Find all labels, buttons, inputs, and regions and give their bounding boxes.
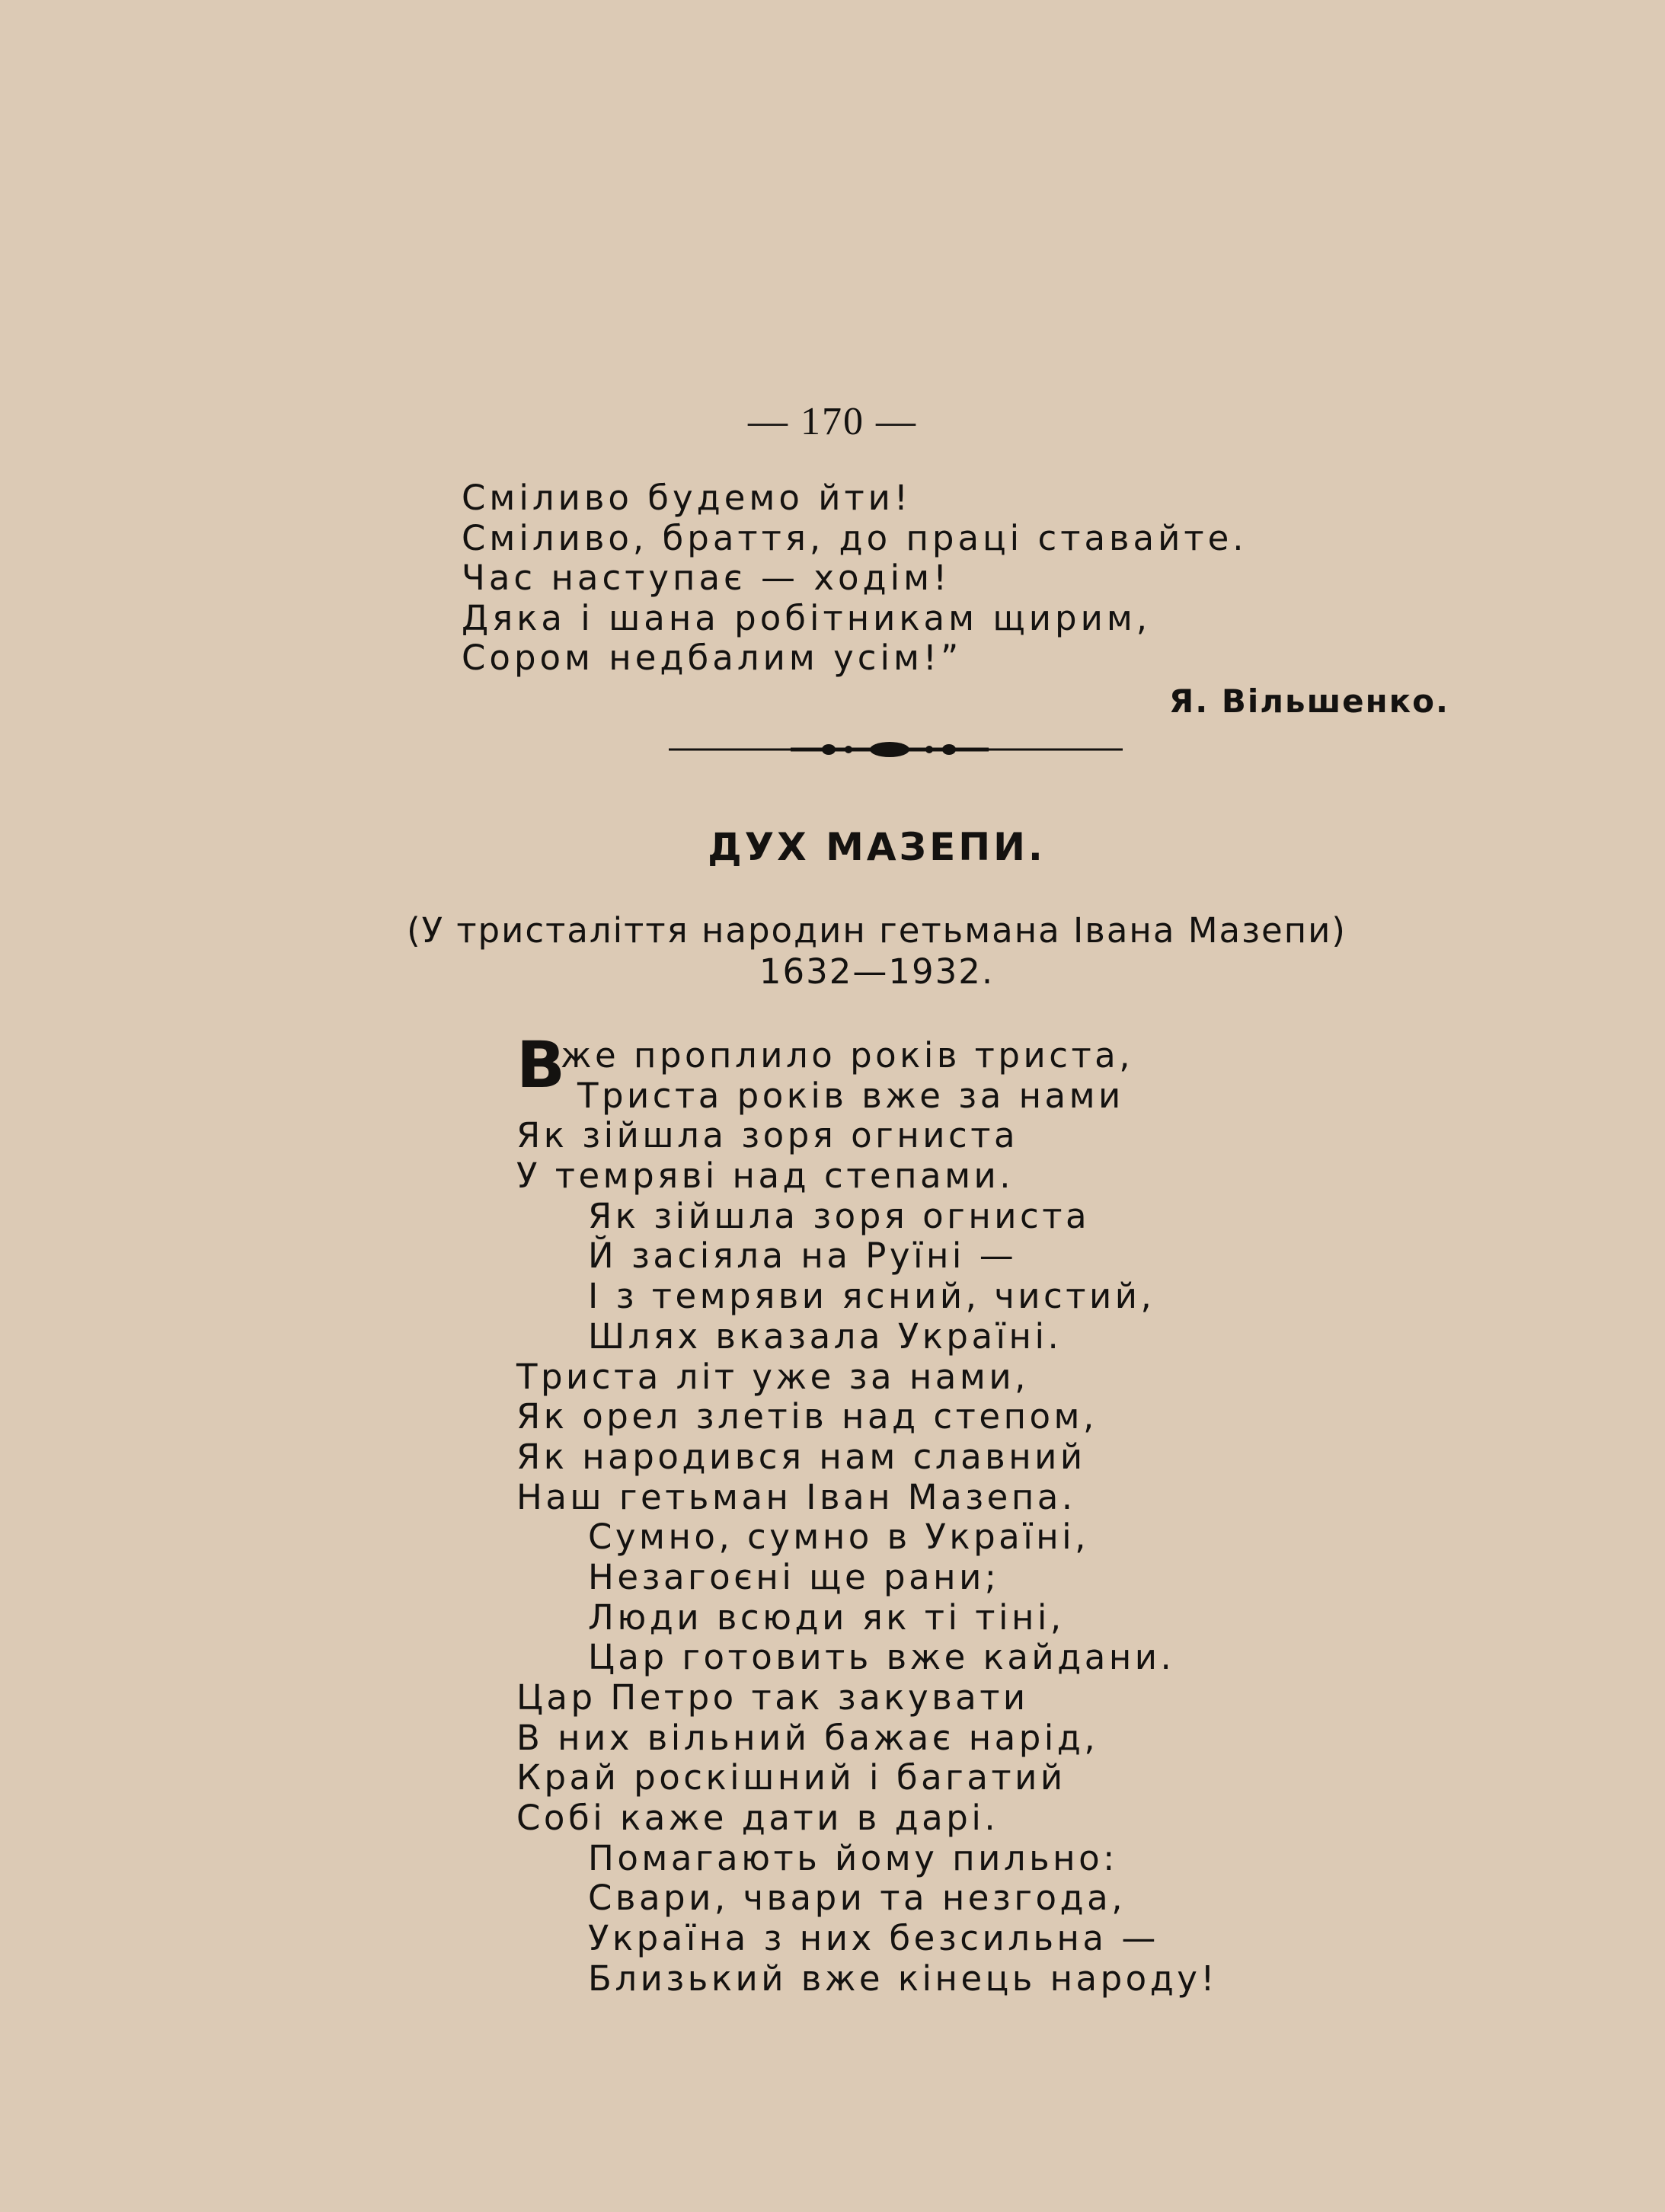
subtitle-dedication: (У тристаліття народин гетьмана Івана Мазепи) [407,910,1347,951]
stanza-line: Дяка і шана робітникам щирим, [462,597,1152,638]
poem-line: Цар готовить вже кайдани. [588,1637,1175,1678]
section-divider-ornament [669,737,1123,762]
stanza-line: Сміливо, браття, до праці ставайте. [462,517,1248,558]
poem-line [516,1036,1218,1076]
poem-line: І з темряви ясний, чистий, [588,1276,1155,1317]
poem-line: Наш гетьман Іван Мазепа. [516,1476,1076,1517]
poem-line: Як народився нам славний [516,1436,1086,1477]
poem-subtitle [0,910,1665,993]
poem-line: Як зійшла зоря огниста [516,1115,1019,1156]
poem-line: Незагоєні ще рани; [588,1556,1000,1597]
poem-line: Сумно, сумно в Україні, [588,1517,1089,1558]
author-signature: Я. Вільшенко. [1168,682,1449,720]
page-number: — 170 — [748,400,917,443]
closing-stanza [462,478,1248,679]
poem-line: Шлях вказала Україні. [588,1315,1063,1357]
subtitle-years: 1632—1932. [759,951,995,992]
first-line-text: же проплило років триста, [561,1035,1134,1076]
poem-line: Україна з них безсильна — [588,1918,1159,1959]
poem-line: Свари, чвари та незгода, [588,1878,1127,1919]
poem-line: У темряві над степами. [516,1156,1015,1197]
poem-line: Цар Петро так закувати [516,1677,1029,1718]
poem-line: Близький вже кінець народу! [588,1958,1218,1999]
stanza-line: Час наступає — ходім! [462,558,951,598]
poem-line: Триста літ уже за нами, [516,1356,1029,1397]
drop-cap-letter: В [516,1028,566,1102]
poem-line: Триста років вже за нами [577,1075,1124,1116]
poem-line: Край роскішний і багатий [516,1757,1066,1798]
poem-line: Люди всюди як ті тіні, [588,1597,1065,1638]
poem-title: ДУХ МАЗЕПИ. [708,825,1046,869]
poem-body [516,1028,1218,1999]
poem-line: Як зійшла зоря огниста [588,1195,1091,1236]
poem-line: Як орел злетів над степом, [516,1396,1098,1437]
stanza-line: Сором недбалим усім!” [462,638,963,678]
poem-line: В них вільний бажає нарід, [516,1717,1099,1758]
poem-line: Помагають йому пильно: [588,1837,1118,1878]
poem-line: Й засіяла на Руїні — [588,1235,1018,1277]
poem-line: Собі каже дати в дарі. [516,1798,999,1839]
stanza-line: Сміливо будемо йти! [462,478,912,518]
